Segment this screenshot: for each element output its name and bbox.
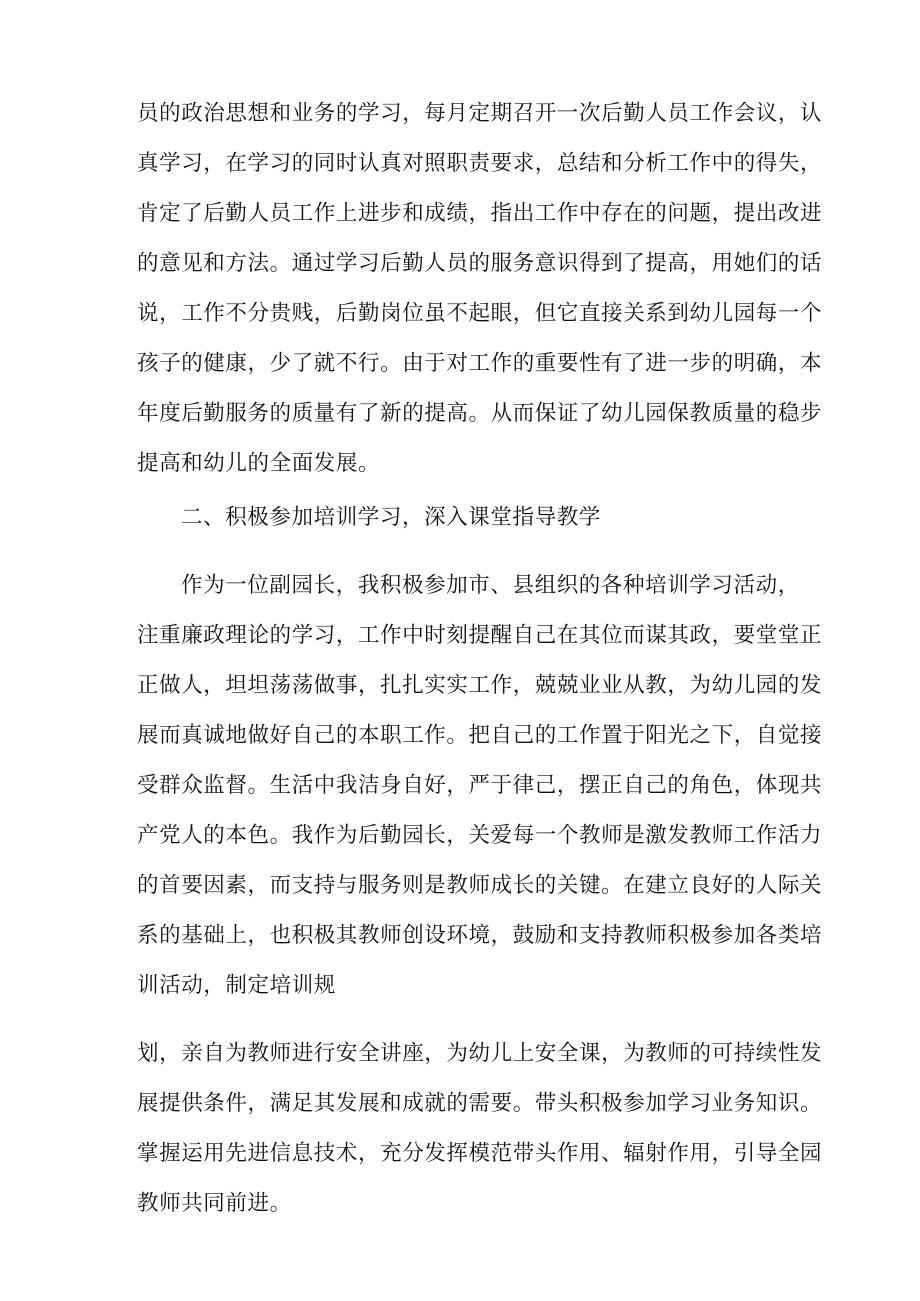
paragraph-line: 孩子的健康，少了就不行。由于对工作的重要性有了进一步的明确，本 bbox=[137, 351, 823, 376]
paragraph-line: 的意见和方法。通过学习后勤人员的服务意识得到了提高，用她们的话 bbox=[137, 251, 823, 276]
paragraph-line: 展而真诚地做好自己的本职工作。把自己的工作置于阳光之下，自觉接 bbox=[137, 723, 823, 748]
paragraph-line: 展提供条件，满足其发展和成就的需要。带头积极参加学习业务知识。 bbox=[137, 1091, 823, 1116]
paragraph-line: 真学习，在学习的同时认真对照职责要求，总结和分析工作中的得失， bbox=[137, 151, 823, 176]
paragraph-line: 作为一位副园长，我积极参加市、县组织的各种培训学习活动， bbox=[181, 573, 800, 598]
paragraph-line: 年度后勤服务的质量有了新的提高。从而保证了幼儿园保教质量的稳步 bbox=[137, 401, 823, 426]
paragraph-line: 受群众监督。生活中我洁身自好，严于律己，摆正自己的角色，体现共 bbox=[137, 773, 823, 798]
section-heading: 二、积极参加培训学习，深入课堂指导教学 bbox=[181, 505, 601, 530]
paragraph-line: 正做人，坦坦荡荡做事，扎扎实实工作，兢兢业业从教，为幼儿园的发 bbox=[137, 673, 823, 698]
paragraph-line: 掌握运用先进信息技术，充分发挥模范带头作用、辐射作用，引导全园 bbox=[137, 1141, 823, 1166]
paragraph-line: 系的基础上，也积极其教师创设环境，鼓励和支持教师积极参加各类培 bbox=[137, 923, 823, 948]
paragraph-line: 说，工作不分贵贱，后勤岗位虽不起眼，但它直接关系到幼儿园每一个 bbox=[137, 301, 823, 326]
paragraph-line: 肯定了后勤人员工作上进步和成绩，指出工作中存在的问题，提出改进 bbox=[137, 201, 823, 226]
paragraph-line: 训活动，制定培训规 bbox=[137, 973, 336, 998]
paragraph-line: 划，亲自为教师进行安全讲座，为幼儿上安全课，为教师的可持续性发 bbox=[137, 1041, 823, 1066]
paragraph-line: 教师共同前进。 bbox=[137, 1191, 292, 1216]
paragraph-line: 注重廉政理论的学习，工作中时刻提醒自己在其位而谋其政，要堂堂正 bbox=[137, 623, 823, 648]
paragraph-line: 提高和幼儿的全面发展。 bbox=[137, 451, 381, 476]
paragraph-line: 的首要因素，而支持与服务则是教师成长的关键。在建立良好的人际关 bbox=[137, 873, 823, 898]
paragraph-line: 员的政治思想和业务的学习，每月定期召开一次后勤人员工作会议，认 bbox=[137, 101, 823, 126]
paragraph-line: 产党人的本色。我作为后勤园长，关爱每一个教师是激发教师工作活力 bbox=[137, 823, 823, 848]
